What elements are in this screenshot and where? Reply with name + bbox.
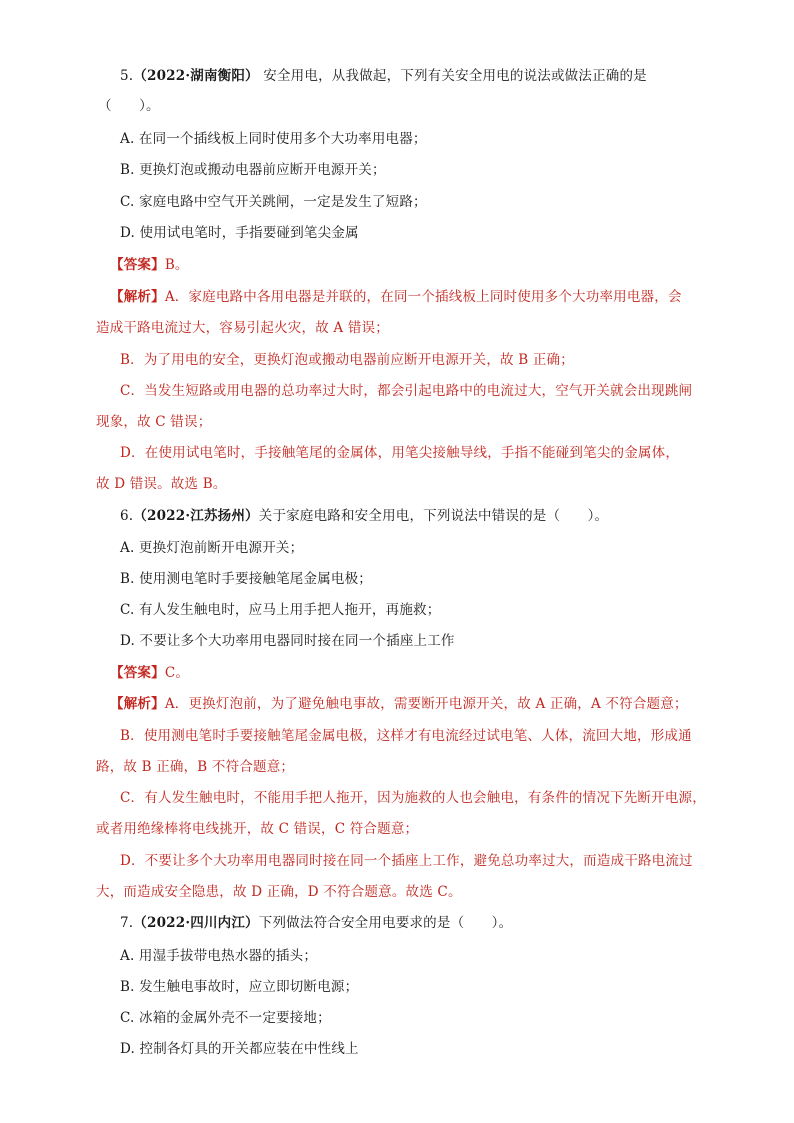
- q6-analysis-line-7: 大，而造成安全隐患，故 D 正确，D 不符合题意。故选 C。: [96, 884, 462, 900]
- q5-analysis-line-5: 现象，故 C 错误；: [96, 414, 212, 430]
- question-number: 7.: [120, 915, 134, 931]
- q5-option-c: C. 家庭电路中空气开关跳闸，一定是发生了短路；: [120, 194, 427, 210]
- q6-option-b: B. 使用测电笔时手要接触笔尾金属电极；: [120, 571, 373, 587]
- q6-analysis-line-2: B．使用测电笔时手要接触笔尾金属电极，这样才有电流经过试电笔、人体，流回大地，形成通: [120, 728, 692, 744]
- q5-analysis-line-4: C．当发生短路或用电器的总功率过大时，都会引起电路中的电流过大，空气开关就会出现跳闸: [120, 383, 693, 399]
- q5-analysis-line-7: 故 D 错误。故选 B。: [96, 476, 227, 492]
- question-source: （2022·湖南衡阳）: [133, 68, 259, 84]
- answer-label: 【答案】: [110, 665, 165, 681]
- question-6-stem: [120, 506, 608, 526]
- q5-analysis-line-3: B．为了用电的安全，更换灯泡或搬动电器前应断开电源开关，故 B 正确；: [120, 352, 574, 368]
- analysis-text: A．更换灯泡前，为了避免触电事故，需要断开电源开关，故 A 正确，A 不符合题意；: [164, 696, 688, 712]
- answer-label: 【答案】: [110, 257, 165, 273]
- answer-value: C。: [164, 665, 190, 681]
- analysis-label: 【解析】: [110, 696, 165, 712]
- question-5-stem-tail: （ ）。: [98, 98, 160, 114]
- question-text: 下列做法符合安全用电要求的是（ ）。: [258, 915, 513, 931]
- q6-analysis-line-4: C．有人发生触电时，不能用手把人拖开，因为施救的人也会触电，有条件的情况下先断开电源，: [120, 790, 706, 806]
- question-5-stem: [120, 66, 647, 86]
- q6-analysis-line-3: 路，故 B 正确，B 不符合题意；: [96, 759, 295, 775]
- q7-option-d: D. 控制各灯具的开关都应装在中性线上: [120, 1041, 359, 1057]
- q5-answer: [110, 255, 189, 275]
- q5-option-a: A. 在同一个插线板上同时使用多个大功率用电器；: [120, 131, 427, 147]
- q6-analysis-line-1: [110, 694, 688, 714]
- question-source: （2022·江苏扬州）: [133, 508, 259, 524]
- q5-option-b: B. 更换灯泡或搬动电器前应断开电源开关；: [120, 162, 386, 178]
- question-text: 安全用电，从我做起，下列有关安全用电的说法或做法正确的是: [263, 68, 647, 84]
- q6-answer: [110, 663, 189, 683]
- q6-option-c: C. 有人发生触电时，应马上用手把人拖开，再施救；: [120, 602, 441, 618]
- question-source: （2022·四川内江）: [133, 915, 259, 931]
- q5-analysis-line-1: [110, 287, 682, 307]
- question-7-stem: [120, 913, 512, 933]
- q5-analysis-line-2: 造成干路电流过大，容易引起火灾，故 A 错误；: [96, 320, 389, 336]
- analysis-label: 【解析】: [110, 289, 165, 305]
- q6-option-a: A. 更换灯泡前断开电源开关；: [120, 540, 304, 556]
- q6-option-d: D. 不要让多个大功率用电器同时接在同一个插座上工作: [120, 633, 455, 649]
- answer-value: B。: [164, 257, 189, 273]
- q7-option-c: C. 冰箱的金属外壳不一定要接地；: [120, 1010, 331, 1026]
- q5-option-d: D. 使用试电笔时，手指要碰到笔尖金属: [120, 225, 359, 241]
- question-number: 5.: [120, 68, 134, 84]
- q7-option-a: A. 用湿手拔带电热水器的插头；: [120, 948, 318, 964]
- analysis-text: A．家庭电路中各用电器是并联的，在同一个插线板上同时使用多个大功率用电器，会: [164, 289, 682, 305]
- q5-analysis-line-6: D．在使用试电笔时，手接触笔尾的金属体，用笔尖接触导线，手指不能碰到笔尖的金属体，: [120, 445, 680, 461]
- q6-analysis-line-6: D．不要让多个大功率用电器同时接在同一个插座上工作，避免总功率过大，而造成干路电流过: [120, 853, 693, 869]
- question-text: 关于家庭电路和安全用电，下列说法中错误的是（ ）。: [258, 508, 609, 524]
- question-number: 6.: [120, 508, 134, 524]
- q7-option-b: B. 发生触电事故时，应立即切断电源；: [120, 979, 359, 995]
- q6-analysis-line-5: 或者用绝缘棒将电线挑开，故 C 错误，C 符合题意；: [96, 821, 419, 837]
